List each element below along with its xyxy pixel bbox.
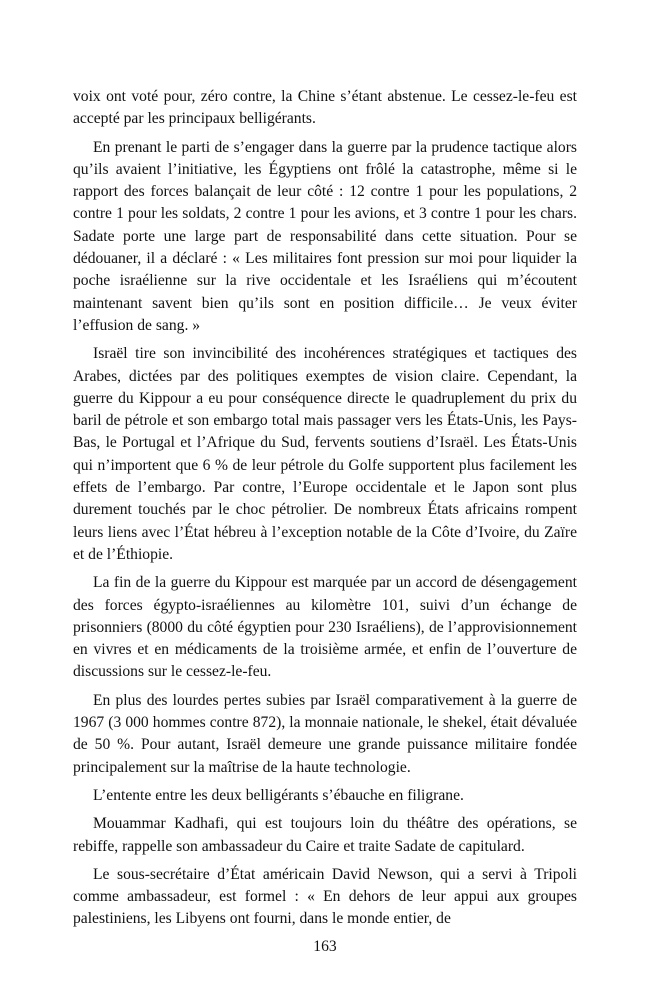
paragraph-7: Mouammar Kadhafi, qui est toujours loin du théâtre des opérations, se rebiffe, rappelle son ambassadeur du Caire et traite Sadate de capitulard.: [73, 815, 577, 855]
paragraph-2: En prenant le parti de s’engager dans la guerre par la prudence tactique alors qu’ils avaient l’initiative, les Égyptiens ont frôlé la catastrophe, même si le rapport des forces balançait de leur côté : 12 contre 1 pour les populations, 2 contre 1 pour les soldats, 2 contre 1 pour les avions, et 3 contre 1 pour les chars. Sadate porte une large part de responsabilité dans cette situation. Pour se dédouaner, il a déclaré : « Les militaires font pression sur moi pour liquider la poche israélienne sur la rive occidentale et les Israéliens qui m’écoutent maintenant savent bien qu’ils sont en position difficile… Je veux éviter l’effusion de sang. »: [73, 138, 577, 334]
paragraph-6: L’entente entre les deux belligérants s’ébauche en filigrane.: [93, 786, 464, 804]
page-body: [73, 86, 577, 937]
paragraph-4: La fin de la guerre du Kippour est marquée par un accord de désengagement des forces égypto-israéliennes au kilomètre 101, suivi d’un échange de prisonniers (8000 du côté égyptien pour 230 Israéliens), de l’approvisionnement en vivres et en médicaments de la troisième armée, et enfin de l’ouverture de discussions sur le cessez-le-feu.: [73, 574, 577, 681]
page-number: 163: [313, 938, 337, 955]
paragraph-1: voix ont voté pour, zéro contre, la Chine s’étant abstenue. Le cessez-le-feu est accepté par les principaux belligérants.: [73, 88, 577, 128]
paragraph-5: En plus des lourdes pertes subies par Israël comparativement à la guerre de 1967 (3 000 hommes contre 872), la monnaie nationale, le shekel, était dévaluée de 50 %. Pour autant, Israël demeure une grande puissance militaire fondée principalement sur la maîtrise de la haute technologie.: [73, 691, 577, 776]
paragraph-3: Israël tire son invincibilité des incohérences stratégiques et tactiques des Arabes, dictées par des politiques exemptes de vision claire. Cependant, la guerre du Kippour a eu pour conséquence directe le quadruplement du prix du baril de pétrole et son embargo total mais passager vers les États-Unis, les Pays-Bas, le Portugal et l’Afrique du Sud, fervents soutiens d’Israël. Les États-Unis qui n’importent que 6 % de leur pétrole du Golfe supportent plus facilement les effets de l’embargo. Par contre, l’Europe occidentale et le Japon sont plus durement touchés par le choc pétrolier. De nombreux États africains rompent leurs liens avec l’État hébreu à l’exception notable de la Côte d’Ivoire, du Zaïre et de l’Éthiopie.: [73, 345, 577, 563]
paragraph-8: Le sous-secrétaire d’État américain David Newson, qui a servi à Tripoli comme ambassadeur, est formel : « En dehors de leur appui aux groupes palestiniens, les Libyens ont fourni, dans le monde entier, de: [73, 865, 577, 928]
